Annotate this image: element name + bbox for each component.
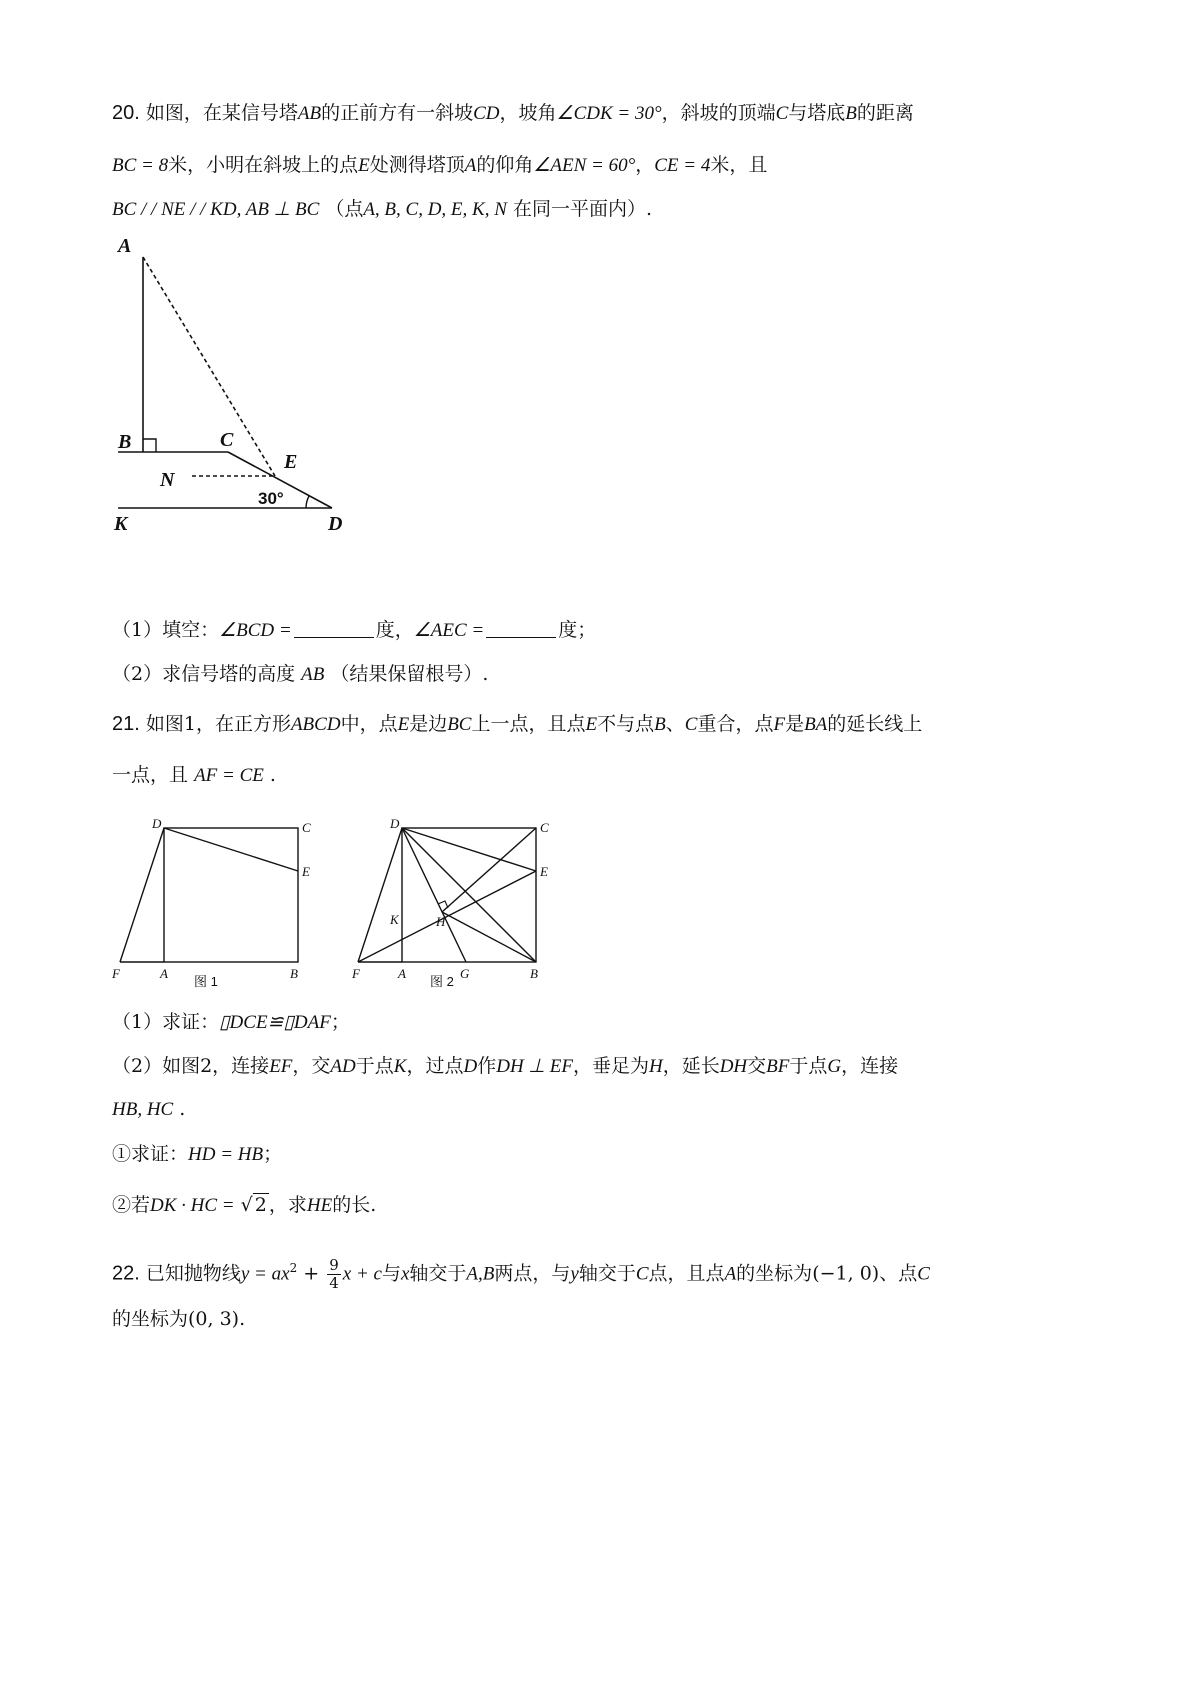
sqrt-expression: √ 2 bbox=[240, 1194, 267, 1216]
fig20-label-b: B bbox=[118, 431, 132, 453]
q21-figure-2 bbox=[352, 812, 582, 992]
q20-part-2: （2）求信号塔的高度 AB （结果保留根号）. bbox=[112, 663, 489, 685]
fig20-label-e: E bbox=[284, 451, 298, 473]
fig2-label-k: K bbox=[390, 912, 399, 927]
fig1-label-c: C bbox=[302, 820, 311, 835]
fig1-label-e: E bbox=[302, 864, 310, 879]
q20-line-1: 20. 如图，在某信号塔AB的正前方有一斜坡CD，坡角∠CDK = 30°，斜坡的顶端C与塔底B的距离 bbox=[112, 102, 914, 124]
q20-figure bbox=[110, 232, 370, 552]
fig2-caption: 图 2 bbox=[430, 974, 454, 989]
fig2-label-e: E bbox=[540, 864, 548, 879]
q21-line-2: 一点，且 AF = CE . bbox=[112, 764, 276, 786]
fig2-label-a: A bbox=[398, 966, 406, 981]
fig20-angle-label: 30° bbox=[258, 489, 284, 508]
fig20-label-k: K bbox=[114, 513, 128, 535]
fraction-nine-fourths: $\frac{9}{4}$ bbox=[329, 1255, 339, 1292]
q22-line-1: 22. 已知抛物线$y = ax^2$ + $\frac{9}{4}$ x + c与x轴交于A,B两点，与y轴交于C点，且点A的坐标为(−1, 0)、点C bbox=[112, 1255, 930, 1292]
q21-part-2: （2）如图2，连接EF，交AD于点K，过点D作DH ⊥ EF，垂足为H，延长DH交BF于点G，连接 bbox=[112, 1055, 899, 1077]
fig20-label-n: N bbox=[160, 469, 175, 491]
fig1-label-a: A bbox=[160, 966, 168, 981]
q21-sub-1: ①求证：HD = HB； bbox=[112, 1143, 283, 1165]
q20-line-2: BC = 8米，小明在斜坡上的点E处测得塔顶A的仰角∠AEN = 60°，CE = 4米，且 bbox=[112, 154, 768, 176]
q22-number: 22. bbox=[112, 1262, 140, 1285]
fig20-label-d: D bbox=[328, 513, 343, 535]
fig1-label-f: F bbox=[112, 966, 120, 981]
fig2-label-g: G bbox=[460, 966, 470, 981]
answer-blank-aec[interactable] bbox=[486, 621, 556, 638]
q20-line-3: BC / / NE / / KD, AB ⊥ BC （点A, B, C, D, E, K, N 在同一平面内）. bbox=[112, 198, 652, 220]
fig20-label-c: C bbox=[220, 429, 234, 451]
fig1-label-b: B bbox=[290, 966, 298, 981]
fig20-label-a: A bbox=[118, 235, 132, 257]
fig1-caption: 图 1 bbox=[194, 974, 218, 989]
q21-part-1: （1）求证：▯DCE≌▯DAF； bbox=[112, 1011, 350, 1033]
q21-number: 21. bbox=[112, 713, 140, 735]
fig2-label-c: C bbox=[540, 820, 549, 835]
q21-line-1: 21. 如图1，在正方形ABCD中，点E是边BC上一点，且点E不与点B、C重合，点F是BA的延长线上 bbox=[112, 713, 923, 735]
q21-figure-1 bbox=[110, 812, 330, 992]
q21-part-2-cont: HB, HC . bbox=[112, 1098, 186, 1120]
q22-line-2: 的坐标为(0, 3). bbox=[112, 1308, 246, 1330]
fig1-label-d: D bbox=[152, 816, 162, 831]
answer-blank-bcd[interactable] bbox=[294, 621, 374, 638]
fig2-label-f: F bbox=[352, 966, 360, 981]
q20-part-1: （1）填空：∠BCD = 度，∠AEC = 度； bbox=[112, 619, 597, 641]
q21-sub-2: ②若DK · HC = √ 2 ，求HE的长. bbox=[112, 1194, 377, 1216]
fig2-label-d: D bbox=[390, 816, 400, 831]
fig2-label-b: B bbox=[530, 966, 538, 981]
fig2-label-h: H bbox=[436, 914, 446, 929]
q20-number: 20. bbox=[112, 102, 140, 124]
